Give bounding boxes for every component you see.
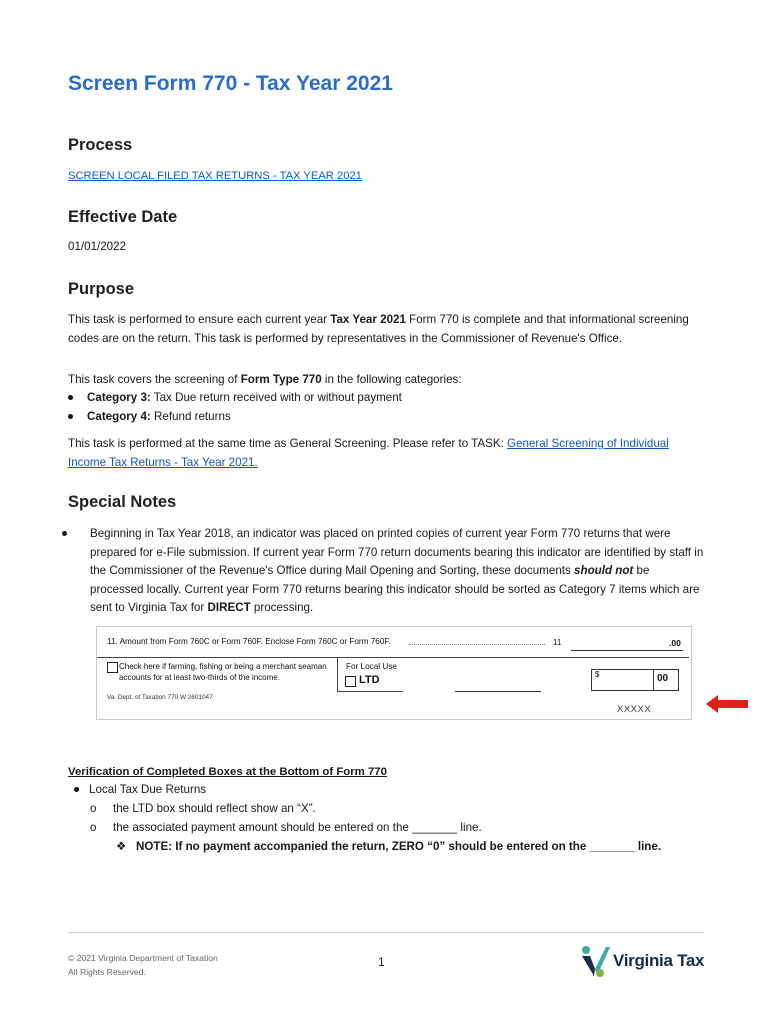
page-title: Screen Form 770 - Tax Year 2021 (68, 72, 393, 95)
form-line-11-underline (571, 650, 683, 651)
form-local-use-bottom (337, 691, 403, 692)
ltd-label: LTD (359, 674, 380, 686)
form-divider (97, 657, 689, 658)
p2-text-a: This task covers the screening of (68, 373, 241, 386)
process-heading: Process (68, 136, 133, 154)
purpose-paragraph-3 (68, 435, 704, 472)
special-notes-text (90, 525, 706, 618)
bullet-icon (62, 531, 67, 536)
purpose-paragraph-2 (68, 371, 704, 390)
for-local-use-label: For Local Use (346, 662, 397, 671)
virginia-tax-logo-icon (580, 945, 610, 979)
copyright-text: © 2021 Virginia Department of Taxation (68, 953, 218, 963)
circle-bullet-icon: o (90, 821, 97, 834)
xxxxx-indicator: XXXXX (617, 704, 652, 715)
form-line-11-leader (409, 644, 545, 645)
p1-text-a: This task is performed to ensure each current year (68, 313, 331, 326)
verification-heading: Verification of Completed Boxes at the Bottom of Form 770 (68, 766, 387, 778)
process-text (68, 167, 704, 186)
note-text-d: DIRECT (207, 601, 251, 614)
special-notes-heading: Special Notes (68, 493, 177, 511)
farming-check-text: Check here if farming, fishing or being a merchant seaman accounts for at least two-thirds of the income. (119, 662, 327, 682)
form-blank-line (455, 691, 541, 692)
verification-note (116, 838, 661, 857)
effective-date-value: 01/01/2022 (68, 240, 127, 253)
note-text-c: be processed locally. Current year Form 770 returns bearing this indicator should be sorted as Category 7 items which are sent to Virginia Tax for (90, 564, 700, 614)
page-number: 1 (378, 955, 385, 969)
logo-text: Virginia Tax (613, 951, 705, 970)
category-3-item (68, 389, 402, 408)
ltd-checkbox[interactable] (345, 676, 356, 687)
form-vertical-divider (337, 657, 338, 691)
effective-date-heading: Effective Date (68, 208, 178, 226)
farming-checkbox[interactable] (107, 662, 118, 673)
form-770-snippet (96, 626, 692, 720)
footer-divider (68, 932, 704, 933)
note-text-b: should not (574, 564, 634, 577)
p1-text-c: Form 770 is complete and that informational screening codes are on the return. This task is performed by representatives in the Commissioner of Revenue's Office. (68, 313, 689, 345)
cat4-text: Refund returns (150, 410, 231, 423)
form-line-11-amount: .00 (669, 638, 681, 648)
form-line-11-number: 11 (553, 638, 562, 647)
general-screening-link[interactable]: General Screening of Individual Income Tax Returns - Tax Year 2021. (68, 437, 669, 469)
p3-text-a: This task is performed at the same time as General Screening. Please refer to TASK: (68, 437, 508, 450)
verification-sub-1-text: the LTD box should reflect show an “X”. (113, 802, 316, 815)
purpose-paragraph-1 (68, 311, 704, 348)
bullet-icon (68, 395, 73, 400)
verification-sub-2-text: the associated payment amount should be entered on the _______ line. (113, 821, 482, 834)
category-4-item (68, 408, 231, 427)
red-arrow-icon (706, 695, 748, 713)
form-line-11-text: 11. Amount from Form 760C or Form 760F. Enclose Form 760C or Form 760F. (107, 637, 391, 646)
verification-item (74, 781, 206, 800)
dollar-sign: $ (595, 670, 600, 679)
verification-sub-2 (90, 819, 482, 838)
p1-text-b: Tax Year 2021 (330, 313, 406, 326)
rights-text: All Rights Reserved. (68, 967, 146, 977)
cat3-text: Tax Due return received with or without payment (150, 391, 402, 404)
note-text-a: Beginning in Tax Year 2018, an indicator was placed on printed copies of current year Form 770 returns that were prepared for e-File submission. If current year Form 770 return documents bearing this indicator are identified by staff in the Commissioner of the Revenue's Office during Mail Opening and Sorting, these documents (90, 527, 704, 577)
footer-copyright (68, 951, 218, 979)
virginia-tax-logo (580, 945, 710, 979)
note-text-e: processing. (250, 601, 314, 614)
p2-text-c: in the following categories: (321, 373, 462, 386)
bullet-icon (74, 787, 79, 792)
circle-bullet-icon: o (90, 802, 97, 815)
payment-dollar-box[interactable] (591, 669, 654, 691)
process-link[interactable]: SCREEN LOCAL FILED TAX RETURNS - TAX YEAR 2021 (68, 170, 362, 182)
bullet-icon (68, 414, 73, 419)
cents-value: 00 (657, 673, 669, 684)
form-footer-code: Va. Dept. of Taxation 770 W 2601047 (107, 694, 213, 701)
diamond-bullet-icon: ❖ (116, 840, 127, 853)
cat3-label: Category 3: (87, 391, 151, 404)
cat4-label: Category 4: (87, 410, 151, 423)
special-notes-bullet (62, 525, 81, 544)
verification-sub-1 (90, 800, 316, 819)
verification-item-text: Local Tax Due Returns (89, 783, 207, 796)
purpose-heading: Purpose (68, 280, 135, 298)
verification-note-text: NOTE: If no payment accompanied the return, ZERO “0” should be entered on the _______ line. (136, 840, 662, 853)
p2-text-b: Form Type 770 (240, 373, 322, 386)
